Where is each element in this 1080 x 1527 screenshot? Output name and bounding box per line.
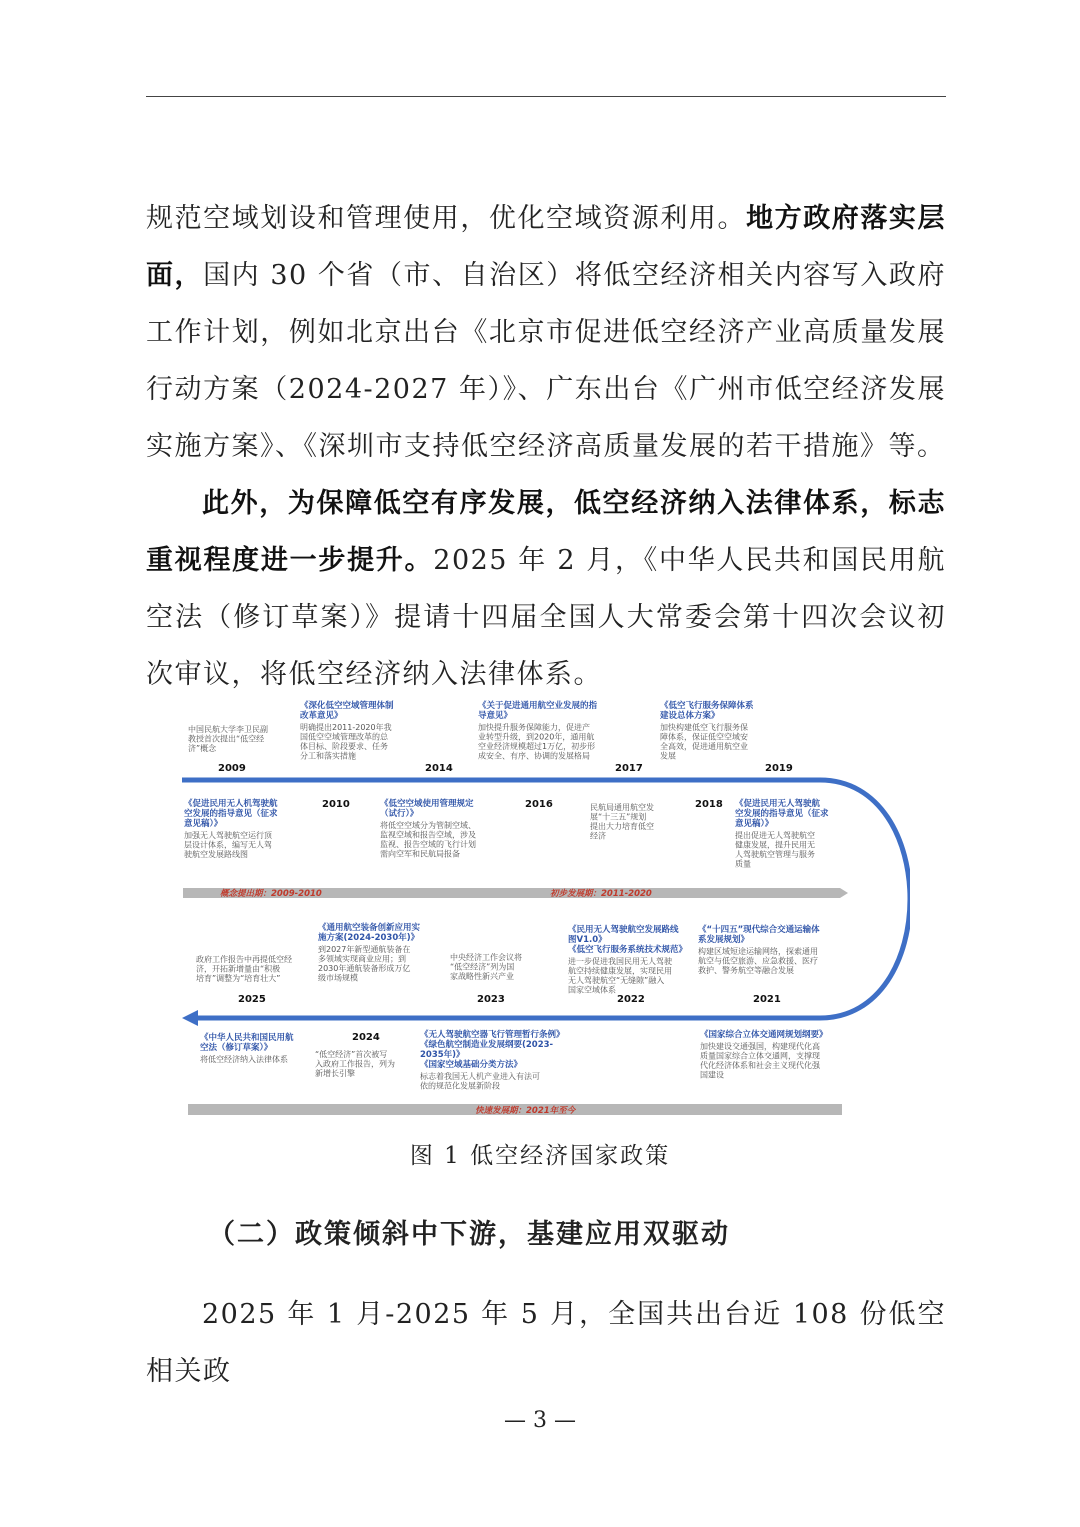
- policy-description: 济”概念: [188, 744, 217, 753]
- policy-description: 展“十三五”规划: [590, 812, 647, 822]
- policy-title: 《关于促进通用航空业发展的指: [478, 701, 598, 711]
- timeline-year: 2022: [617, 994, 645, 1005]
- policy-title: 图V1.0》: [568, 935, 607, 945]
- policy-description: 明确提出2011-2020年我: [300, 723, 392, 732]
- policy-description: 依的规范化发展新阶段: [420, 1081, 500, 1091]
- policy-title: 《民用无人驾驶航空发展路线: [568, 925, 679, 935]
- phase-label-1: 概念提出期：2009-2010: [220, 889, 322, 899]
- policy-title: 系发展规划》: [698, 935, 750, 945]
- timeline-year: 2009: [218, 763, 246, 774]
- policy-description: 质量: [735, 859, 751, 869]
- phase-label-3: 快速发展期：2021年至今: [475, 1106, 576, 1116]
- policy-title: 《绿色航空制造业发展纲要(2023-: [420, 1040, 554, 1050]
- policy-description: 国建设: [700, 1070, 724, 1080]
- policy-description: 层设计体系，编写无人驾: [184, 840, 272, 850]
- policy-description: 构建区域短途运输网络，探索通用: [698, 947, 818, 956]
- policy-description: 国低空空域管理改革的总: [300, 732, 388, 742]
- policy-description: 多领域实现商业应用；到: [318, 954, 406, 964]
- policy-description: 家战略性新兴产业: [450, 972, 514, 981]
- policy-title: 空法（修订草案）》: [200, 1043, 273, 1053]
- policy-description: 国家空域体系: [568, 985, 616, 995]
- policy-title: 《国家空域基础分类方法》: [420, 1060, 523, 1070]
- policy-description: “低空经济”首次被写: [315, 1050, 388, 1059]
- policy-description: 政府工作报告中再提低空经: [196, 955, 292, 964]
- policy-description: 加强无人驾驶航空运行顶: [184, 831, 272, 840]
- policy-title: 《低空飞行服务系统技术规范》: [568, 945, 688, 955]
- policy-description: 监视、报告空域的飞行计划: [380, 840, 476, 849]
- policy-title: 改革意见》: [300, 711, 343, 721]
- policy-description: 加快提升服务保障能力，促进产: [478, 723, 590, 732]
- policy-description: 新增长引擎: [315, 1069, 355, 1078]
- policy-title: 《促进民用无人驾驶航: [735, 799, 821, 809]
- policy-description: 空业经济规模超过1万亿，初步形: [478, 742, 596, 751]
- paragraph-2: [146, 475, 946, 703]
- policy-description: 航空持续健康发展，实现民用: [568, 966, 672, 976]
- policy-title: 意见稿）》: [735, 819, 774, 829]
- timeline-year: 2019: [765, 763, 793, 774]
- policy-description: 将低空经济纳入法律体系: [200, 1055, 288, 1064]
- policy-description: 人驾驶航空管理与服务: [735, 850, 815, 859]
- paragraph-2-bold: 此外，为保障低空有序发展，低空经济纳入法律体系，标志重视程度进一步提升。: [146, 488, 946, 576]
- policy-title: 空发展的指导意见（征求: [735, 809, 829, 819]
- policy-description: “低空经济”列为国: [450, 962, 515, 972]
- policy-description: 成安全、有序、协调的发展格局: [478, 751, 590, 761]
- policy-description: 提出大力培育低空: [590, 822, 654, 831]
- policy-description: 加快建设交通强国，构建现代化高: [700, 1042, 820, 1051]
- timeline-year: 2014: [425, 763, 453, 774]
- policy-description: 2030年通航装备形成万亿: [318, 964, 411, 973]
- policy-title: 2035年)》: [420, 1050, 465, 1060]
- policy-description: 航空与低空旅游、应急救援、医疗: [698, 956, 818, 966]
- timeline-year: 2017: [615, 763, 643, 774]
- policy-description: 入政府工作报告，列为: [315, 1059, 395, 1069]
- phase-label-2: 初步发展期：2011-2020: [550, 889, 652, 899]
- policy-description: 教授首次提出“低空经: [188, 734, 265, 744]
- policy-title: 《深化低空空域管理体制: [300, 701, 394, 711]
- paragraph-1-bold: 地方政府落实层面，: [146, 203, 947, 291]
- policy-description: 培育”调整为“培育壮大”: [196, 974, 281, 983]
- timeline-diagram: [180, 700, 910, 1120]
- paragraph-1-text-a: 规范空域划设和管理使用，优化空域资源利用。: [146, 203, 747, 234]
- policy-title: 《无人驾驶航空器飞行管理暂行条例》: [420, 1030, 565, 1040]
- policy-title: 《国家综合立体交通网规划纲要》: [700, 1030, 828, 1040]
- policy-title: 《促进民用无人机驾驶航: [184, 799, 278, 809]
- page-number: — 3 —: [504, 1408, 576, 1433]
- timeline-year: 2018: [695, 799, 723, 810]
- timeline-arrow-head: [182, 1010, 198, 1026]
- policy-description: 济，开拓新增量由“积极: [196, 964, 281, 974]
- policy-description: 业转型升级，到2020年，通用航: [478, 732, 595, 742]
- section-heading: （二）政策倾斜中下游，基建应用双驱动: [208, 1219, 730, 1250]
- policy-title: 《通用航空装备创新应用实: [318, 923, 421, 933]
- policy-description: 分工和落实措施: [300, 751, 356, 761]
- timeline-year: 2016: [525, 799, 553, 810]
- policy-description: 驶航空发展路线图: [184, 850, 248, 859]
- phase-bar-2-tip: [840, 888, 848, 898]
- paragraph-1: [146, 190, 946, 475]
- policy-description: 监视空域和报告空域，涉及: [380, 830, 476, 840]
- policy-title: 导意见》: [478, 711, 513, 721]
- policy-title: （试行）》: [380, 809, 419, 819]
- policy-title: 建设总体方案》: [660, 711, 720, 721]
- policy-title: 《低空空域使用管理规定: [380, 799, 474, 809]
- timeline-year: 2023: [477, 994, 505, 1005]
- policy-description: 无人驾驶航空“无缝隙”融入: [568, 976, 665, 985]
- policy-description: 级市场规模: [318, 973, 358, 983]
- policy-title: 施方案(2024-2030年)》: [318, 933, 420, 943]
- policy-title: 《“十四五”现代综合交通运输体: [698, 925, 820, 935]
- policy-description: 发展: [660, 751, 676, 761]
- timeline-track-curve: [820, 780, 910, 1018]
- policy-description: 标志着我国无人机产业进入有法可: [420, 1072, 540, 1081]
- header-rule: [146, 96, 946, 97]
- policy-title: 意见稿）》: [184, 819, 223, 829]
- timeline-year: 2021: [753, 994, 781, 1005]
- figure-caption: 图 1 低空经济国家政策: [409, 1143, 671, 1169]
- paragraph-3: 2025 年 1 月-2025 年 5 月，全国共出台近 108 份低空相关政: [146, 1299, 946, 1387]
- policy-description: 将低空空域分为管制空域、: [380, 821, 476, 830]
- policy-description: 经济: [590, 831, 606, 841]
- policy-description: 民航局通用航空发: [590, 803, 654, 812]
- policy-description: 全高效，促进通用航空业: [660, 742, 748, 751]
- policy-description: 到2027年新型通航装备在: [318, 945, 411, 954]
- timeline-year: 2025: [238, 994, 266, 1005]
- policy-description: 中央经济工作会议将: [450, 953, 522, 962]
- policy-description: 进一步促进我国民用无人驾驶: [568, 957, 672, 966]
- policy-description: 质量国家综合立体交通网，支撑现: [700, 1051, 820, 1061]
- policy-description: 中国民航大学李卫民副: [188, 725, 268, 734]
- paragraph-1-text-b: 国内 30 个省（市、自治区）将低空经济相关内容写入政府工作计划，例如北京出台《北京市促进低空经济产业高质量发展行动方案（2024-2027 年）》、广东出台《广州市低空经济发展实施方案》、《深圳市支持低空经济高质量发展的若干措施》等。: [146, 260, 946, 462]
- policy-title: 《中华人民共和国民用航: [200, 1033, 294, 1043]
- paragraph-2-text: 2025 年 2 月，《中华人民共和国民用航空法（修订草案）》提请十四届全国人大常委会第十四次会议初次审议，将低空经济纳入法律体系。: [146, 545, 947, 690]
- policy-description: 体目标、阶段要求、任务: [300, 742, 388, 751]
- policy-description: 加快构建低空飞行服务保: [660, 723, 748, 732]
- policy-description: 障体系，保证低空空域安: [660, 732, 748, 742]
- timeline-year: 2024: [352, 1032, 380, 1043]
- timeline-year: 2010: [322, 799, 350, 810]
- policy-description: 代化经济体系和社会主义现代化强: [700, 1061, 820, 1070]
- policy-timeline-figure: [180, 700, 910, 1120]
- policy-title: 空发展的指导意见（征求: [184, 809, 278, 819]
- policy-description: 提出促进无人驾驶航空: [735, 831, 815, 840]
- policy-description: 救护、警务航空等融合发展: [698, 966, 794, 975]
- policy-description: 健康发展，提升民用无: [735, 840, 815, 850]
- policy-title: 《低空飞行服务保障体系: [660, 701, 754, 711]
- policy-description: 需向空军和民航局报备: [380, 849, 460, 859]
